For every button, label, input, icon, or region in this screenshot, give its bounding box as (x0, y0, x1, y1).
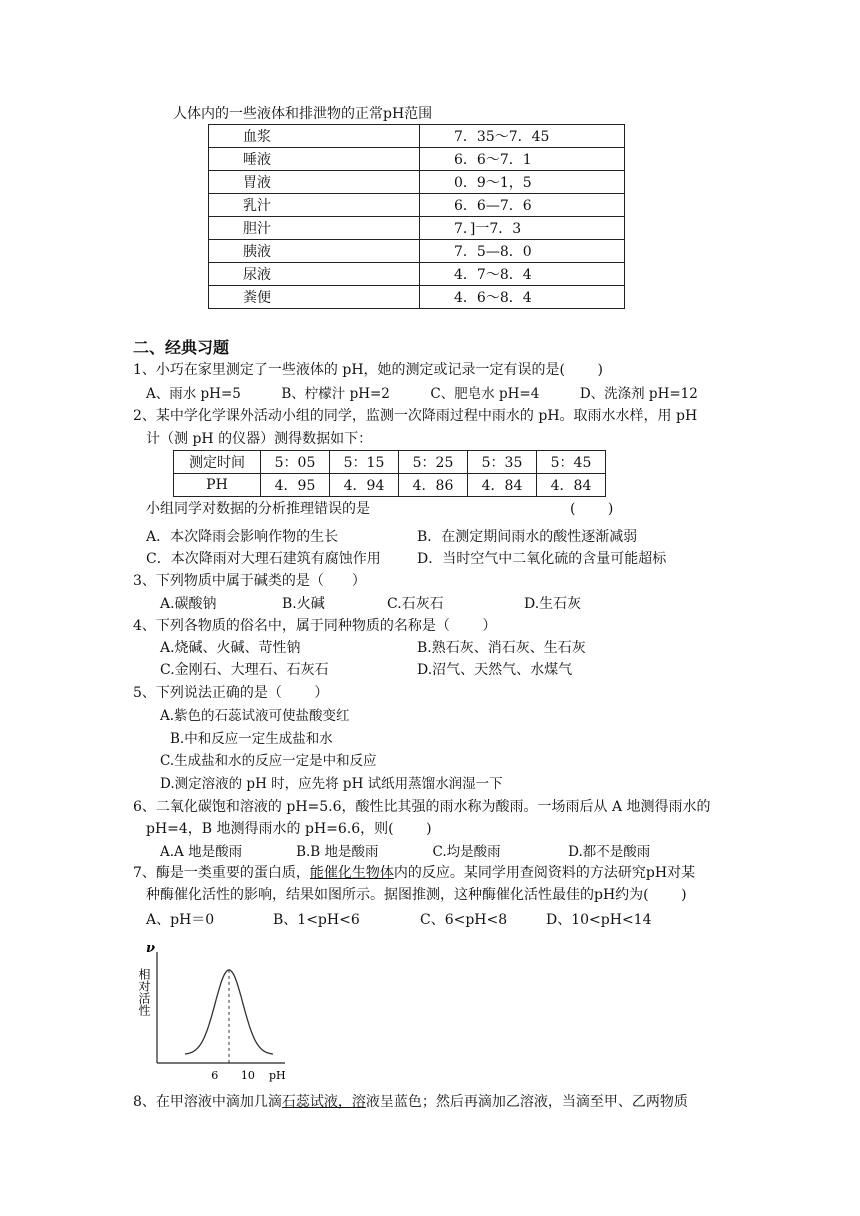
q7-stem-2: 种酶催化活性的影响，结果如图所示。据图推测，这种酶催化活性最佳的pH约为( ) (146, 887, 687, 903)
q7-stem-1 (133, 863, 695, 883)
enzyme-activity-chart (130, 938, 300, 1088)
q4-option-c: C.金刚石、大理石、石灰石 (160, 662, 329, 678)
q8-text-a: 8、在甲溶液中滴加几滴 (133, 1094, 282, 1110)
q3-stem: 3、下列物质中属于碱类的是（ ） (133, 573, 366, 589)
x-tick-label-10: 10 (240, 1069, 255, 1082)
x-axis-label: pH (269, 1069, 286, 1082)
table-row (209, 240, 625, 263)
table-cell: 4．95 (261, 474, 330, 497)
q7-option-d: D、10<pH<14 (546, 912, 652, 928)
table-cell: 4．84 (537, 474, 606, 497)
table-row (209, 148, 625, 171)
table-cell: 4．84 (468, 474, 537, 497)
q4-option-a: A.烧碱、火碱、苛性钠 (160, 640, 301, 656)
q5-stem: 5、下列说法正确的是（ ） (133, 685, 329, 701)
fluid-name-cell: 胰液 (209, 240, 420, 263)
table-cell: 5：45 (537, 451, 606, 474)
q2-option-b: B．在测定期间雨水的酸性逐渐减弱 (417, 529, 638, 545)
q4-stem: 4、下列各物质的俗名中，属于同种物质的名称是（ ） (133, 618, 497, 634)
q2-stem-1: 2、某中学化学课外活动小组的同学，监测一次降雨过程中雨水的 pH。取雨水水样，用 pH (133, 408, 698, 424)
table-row (209, 194, 625, 217)
q4-option-b: B.熟石灰、消石灰、生石灰 (417, 640, 586, 656)
table-cell: 5：05 (261, 451, 330, 474)
table-cell: PH (174, 474, 261, 497)
q2-stem-2: 计（测 pH 的仪器）测得数据如下： (146, 431, 373, 447)
ph-range-cell: 6．6～7．1 (420, 148, 625, 171)
q5-option-a: A.紫色的石蕊试液可使盐酸变红 (160, 708, 350, 724)
q7-option-c: C、6<pH<8 (420, 912, 508, 928)
table-cell: 测定时间 (174, 451, 261, 474)
q5-option-d: D.测定溶液的 pH 时，应先将 pH 试纸用蒸馏水润湿一下 (160, 776, 503, 792)
section-title: 二、经典习题 (133, 338, 230, 357)
ph-range-cell: 7．]一7．3 (420, 217, 625, 240)
rain-table-header-row (174, 451, 606, 474)
q2-option-d: D．当时空气中二氧化硫的含量可能超标 (417, 551, 667, 567)
q2-option-c: C．本次降雨对大理石建筑有腐蚀作用 (146, 551, 381, 567)
q7-stem-text-a: 7、酶是一类重要的蛋白质， (133, 865, 310, 881)
ph-range-cell: 0．9～1，5 (420, 171, 625, 194)
ph-range-cell: 4．6～8．4 (420, 286, 625, 309)
table-row (209, 286, 625, 309)
ph-range-cell: 7．5—8．0 (420, 240, 625, 263)
q6-options: A.A 地是酸雨 B.B 地是酸雨 C.均是酸雨 D.都不是酸雨 (160, 844, 651, 860)
q8-underlined-1: 石蕊试液， (281, 1094, 352, 1110)
fluid-name-cell: 胃液 (209, 171, 420, 194)
q6-stem-2: pH=4，B 地测得雨水的 pH=6.6，则( ) (146, 821, 432, 837)
fluid-name-cell: 血浆 (209, 125, 420, 148)
ph-range-cell: 7．35～7．45 (420, 125, 625, 148)
q2-answer-paren: ( ) (570, 501, 614, 517)
table-cell: 4．94 (330, 474, 399, 497)
q6-stem-1: 6、二氧化碳饱和溶液的 pH=5.6，酸性比其强的雨水称为酸雨。一场雨后从 A 地测得雨水的 (133, 799, 711, 815)
q2-question: 小组同学对数据的分析推理错误的是 (146, 501, 370, 517)
q2-option-a: A．本次降雨会影响作物的生长 (146, 529, 339, 545)
q5-option-b: B.中和反应一定生成盐和水 (170, 731, 333, 747)
q4-option-d: D.沼气、天然气、水煤气 (417, 662, 573, 678)
q7-stem-underlined: 能催化生物体 (309, 865, 394, 881)
ph-range-cell: 6．6—7．6 (420, 194, 625, 217)
table-cell: 5：15 (330, 451, 399, 474)
fluid-name-cell: 粪便 (209, 286, 420, 309)
table-row (209, 171, 625, 194)
fluid-name-cell: 唾液 (209, 148, 420, 171)
q3-option-c: C.石灰石 (387, 596, 444, 612)
ph-range-cell: 4．7～8．4 (420, 263, 625, 286)
q3-option-b: B.火碱 (282, 596, 325, 612)
rain-table-value-row (174, 474, 606, 497)
ph-range-table (208, 124, 625, 309)
y-axis-label: 相对活性 (137, 968, 151, 1016)
fluid-name-cell: 乳汁 (209, 194, 420, 217)
q8-stem (133, 1092, 688, 1112)
table-row (209, 263, 625, 286)
q3-option-a: A.碳酸钠 (160, 596, 217, 612)
q1-stem: 1、小巧在家里测定了一些液体的 pH，她的测定或记录一定有误的是( ) (133, 362, 603, 378)
fluid-name-cell: 胆汁 (209, 217, 420, 240)
q3-option-d: D.生石灰 (524, 596, 582, 612)
x-tick-label-6: 6 (211, 1069, 219, 1082)
table-row (209, 217, 625, 240)
q7-option-b: B、1<pH<6 (273, 912, 360, 928)
y-axis-symbol: ν (146, 941, 156, 956)
q1-options: A、雨水 pH=5 B、柠檬汁 pH=2 C、肥皂水 pH=4 D、洗涤剂 pH=12 (146, 386, 698, 402)
q8-underlined-2: 溶 (351, 1094, 366, 1110)
table-row (209, 125, 625, 148)
table-cell: 4．86 (399, 474, 468, 497)
fluid-name-cell: 尿液 (209, 263, 420, 286)
table-cell: 5：35 (468, 451, 537, 474)
rain-ph-table (173, 450, 606, 497)
q5-option-c: C.生成盐和水的反应一定是中和反应 (160, 753, 377, 769)
q7-option-a: A、pH＝0 (146, 912, 215, 928)
table-cell: 5：25 (399, 451, 468, 474)
q8-text-b: 液呈蓝色；然后再滴加乙溶液，当滴至甲、乙两物质 (365, 1094, 688, 1110)
table1-caption: 人体内的一些液体和排泄物的正常pH范围 (173, 106, 433, 122)
q7-stem-text-b: 内的反应。某同学用查阅资料的方法研究pH对某 (393, 865, 696, 881)
